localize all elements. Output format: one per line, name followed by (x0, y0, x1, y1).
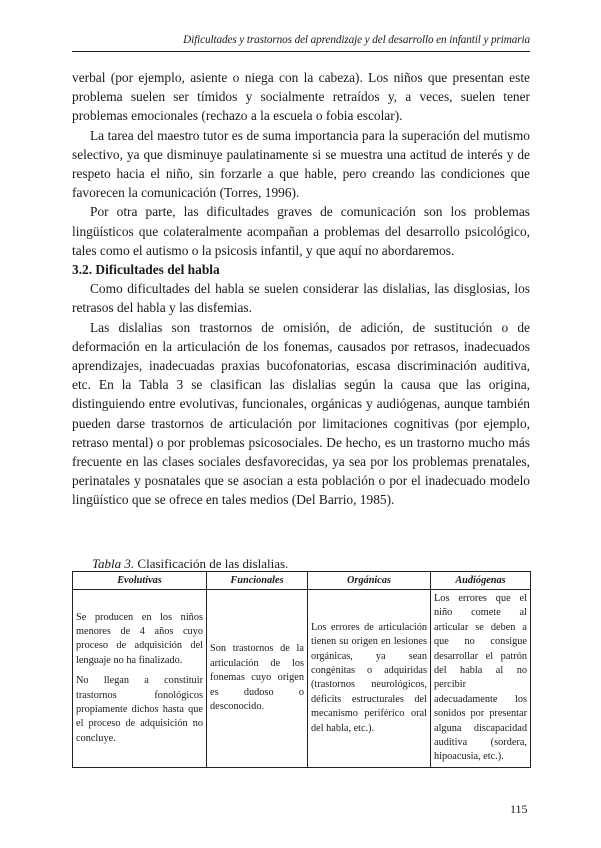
cell-paragraph: No llegan a constituir trastornos fonológicos propiamente dichos hasta que el proceso de adquisición no concluye. (76, 675, 203, 744)
table-cell-funcionales: Son trastornos de la articulación de los fonemas cuyo origen es dudoso o desconocido. (207, 590, 308, 768)
table-caption-text: Clasificación de las dislalias. (137, 556, 289, 571)
paragraph: Como dificultades del habla se suelen considerar las dislalias, las disglosias, los retrasos del habla y las disfemias. (72, 281, 530, 316)
page-number: 115 (510, 802, 528, 816)
table-header-cell: Orgánicas (308, 572, 431, 590)
header-rule (72, 51, 530, 52)
table-row (73, 590, 531, 768)
table-header-cell: Audiógenas (431, 572, 531, 590)
table-cell-organicas: Los errores de articulación tienen su origen en lesiones orgánicas, ya sean congénitas o adquiridas (trastornos neurológicos, déficits estructurales del mecanismo periférico oral del habla, etc.). (308, 590, 431, 768)
paragraph: La tarea del maestro tutor es de suma importancia para la superación del mutismo selectivo, ya que disminuye paulatinamente si se muestra una actitud de interés y de respeto hacia el niño, sin forzarle a que hable, pero creando las condiciones que favorecen la comunicación (Torres, 1996). (72, 127, 530, 201)
dislalias-table (72, 571, 531, 768)
table-header-row (73, 572, 531, 590)
section-title: 3.2. Dificultades del habla (72, 262, 220, 278)
paragraph: Las dislalias son trastornos de omisión, de adición, de sustitución o de deformación en la articulación de los fonemas, causados por retrasos, inadecuados aprendizajes, inadecuadas praxias bucofonatorias, escasa discriminación auditiva, etc. En la Tabla 3 se clasifican las dislalias según la causa que las origina, distinguiendo entre evolutivas, funcionales, orgánicas y audiógenas, aunque también pueden darse trastornos de articulación por limitaciones cognitivas (por ejemplo, retraso mental) o por problemas psicosociales. De hecho, es un trastorno mucho más frecuente en las clases sociales desfavorecidas, ya sea por los problemas prenatales, perinatales y posnatales que se asocian a esta población o por el inadecuado modelo lingüístico que se ofrece en tales medios (Del Barrio, 1985). (72, 319, 530, 508)
paragraph: Por otra parte, las dificultades graves de comunicación son los problemas lingüísticos que colateralmente acompañan a problemas del desarrollo psicológico, tales como el autismo o la psicosis infantil, y que aquí no abordaremos. (72, 204, 530, 258)
table-cell-audiogenas: Los errores que el niño comete al articular se deben a que no consigue desarrollar el patrón del habla al no percibir adecuadamente los sonidos por presentar alguna discapacidad auditiva (sordera, hipoacusia, etc.). (431, 590, 531, 768)
table-cell-evolutivas (73, 590, 207, 768)
table-caption-label: Tabla 3. (92, 556, 135, 571)
body-text (72, 68, 530, 510)
paragraph: verbal (por ejemplo, asiente o niega con la cabeza). Los niños que presentan este problema suelen ser tímidos y socialmente retraídos y, a veces, suelen tener problemas emocionales (rechazo a la escuela o fobia escolar). (72, 70, 530, 124)
table-caption (92, 556, 288, 572)
table-header-cell: Funcionales (207, 572, 308, 590)
running-title: Dificultades y trastornos del aprendizaje y del desarrollo en infantil y primaria (183, 34, 530, 46)
table-header-cell: Evolutivas (73, 572, 207, 590)
cell-paragraph: Se producen en los niños menores de 4 años cuyo proceso de adquisición del lenguaje no ha finalizado. (76, 611, 203, 666)
running-header (72, 28, 530, 50)
